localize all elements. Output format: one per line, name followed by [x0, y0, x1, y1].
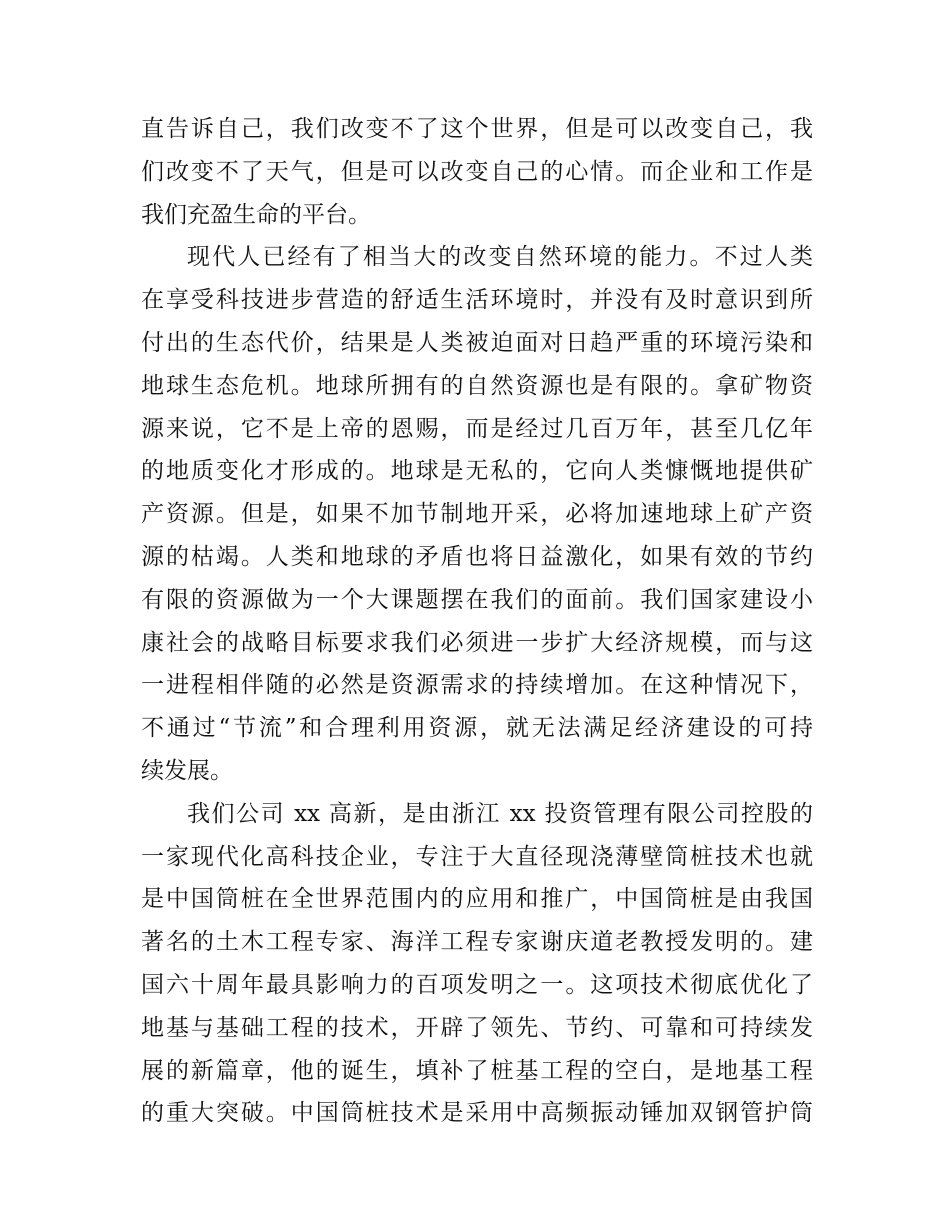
text-line: 著名的土木工程专家、海洋工程专家谢庆道老教授发明的。建	[141, 929, 813, 956]
document-body	[141, 108, 813, 1135]
text-line: 地球生态危机。地球所拥有的自然资源也是有限的。拿矿物资	[141, 372, 813, 399]
paragraph	[141, 236, 813, 792]
paragraph	[141, 108, 813, 236]
text-line: 源的枯竭。人类和地球的矛盾也将日益激化，如果有效的节约	[141, 543, 813, 570]
text-line: 不通过“节流”和合理利用资源，就无法满足经济建设的可持	[141, 715, 813, 742]
text-line: 源来说，它不是上帝的恩赐，而是经过几百万年，甚至几亿年	[141, 415, 813, 442]
text-line: 地基与基础工程的技术，开辟了领先、节约、可靠和可持续发	[141, 1014, 813, 1041]
text-line: 我们公司 xx 高新，是由浙江 xx 投资管理有限公司控股的	[187, 800, 813, 827]
text-line: 的地质变化才形成的。地球是无私的，它向人类慷慨地提供矿	[141, 458, 813, 485]
text-line: 在享受科技进步营造的舒适生活环境时，并没有及时意识到所	[141, 287, 813, 314]
text-line: 是中国筒桩在全世界范围内的应用和推广，中国筒桩是由我国	[141, 886, 813, 913]
text-line: 我们充盈生命的平台。	[141, 201, 371, 228]
text-line: 一进程相伴随的必然是资源需求的持续增加。在这种情况下，	[141, 672, 813, 699]
paragraph	[141, 793, 813, 1135]
text-line: 们改变不了天气，但是可以改变自己的心情。而企业和工作是	[141, 158, 813, 185]
text-line: 有限的资源做为一个大课题摆在我们的面前。我们国家建设小	[141, 586, 813, 613]
text-line: 续发展。	[141, 757, 233, 784]
text-line: 现代人已经有了相当大的改变自然环境的能力。不过人类	[187, 244, 813, 271]
text-line: 直告诉自己，我们改变不了这个世界，但是可以改变自己，我	[141, 116, 813, 142]
text-line: 一家现代化高科技企业，专注于大直径现浇薄壁筒桩技术也就	[141, 843, 813, 870]
text-line: 康社会的战略目标要求我们必须进一步扩大经济规模，而与这	[141, 629, 813, 656]
text-line: 产资源。但是，如果不加节制地开采，必将加速地球上矿产资	[141, 501, 813, 528]
text-line: 付出的生态代价，结果是人类被迫面对日趋严重的环境污染和	[141, 329, 813, 356]
text-line: 国六十周年最具影响力的百项发明之一。这项技术彻底优化了	[141, 971, 813, 998]
text-line: 的重大突破。中国筒桩技术是采用中高频振动锤加双钢管护筒	[141, 1100, 813, 1127]
text-line: 展的新篇章，他的诞生，填补了桩基工程的空白，是地基工程	[141, 1057, 813, 1084]
